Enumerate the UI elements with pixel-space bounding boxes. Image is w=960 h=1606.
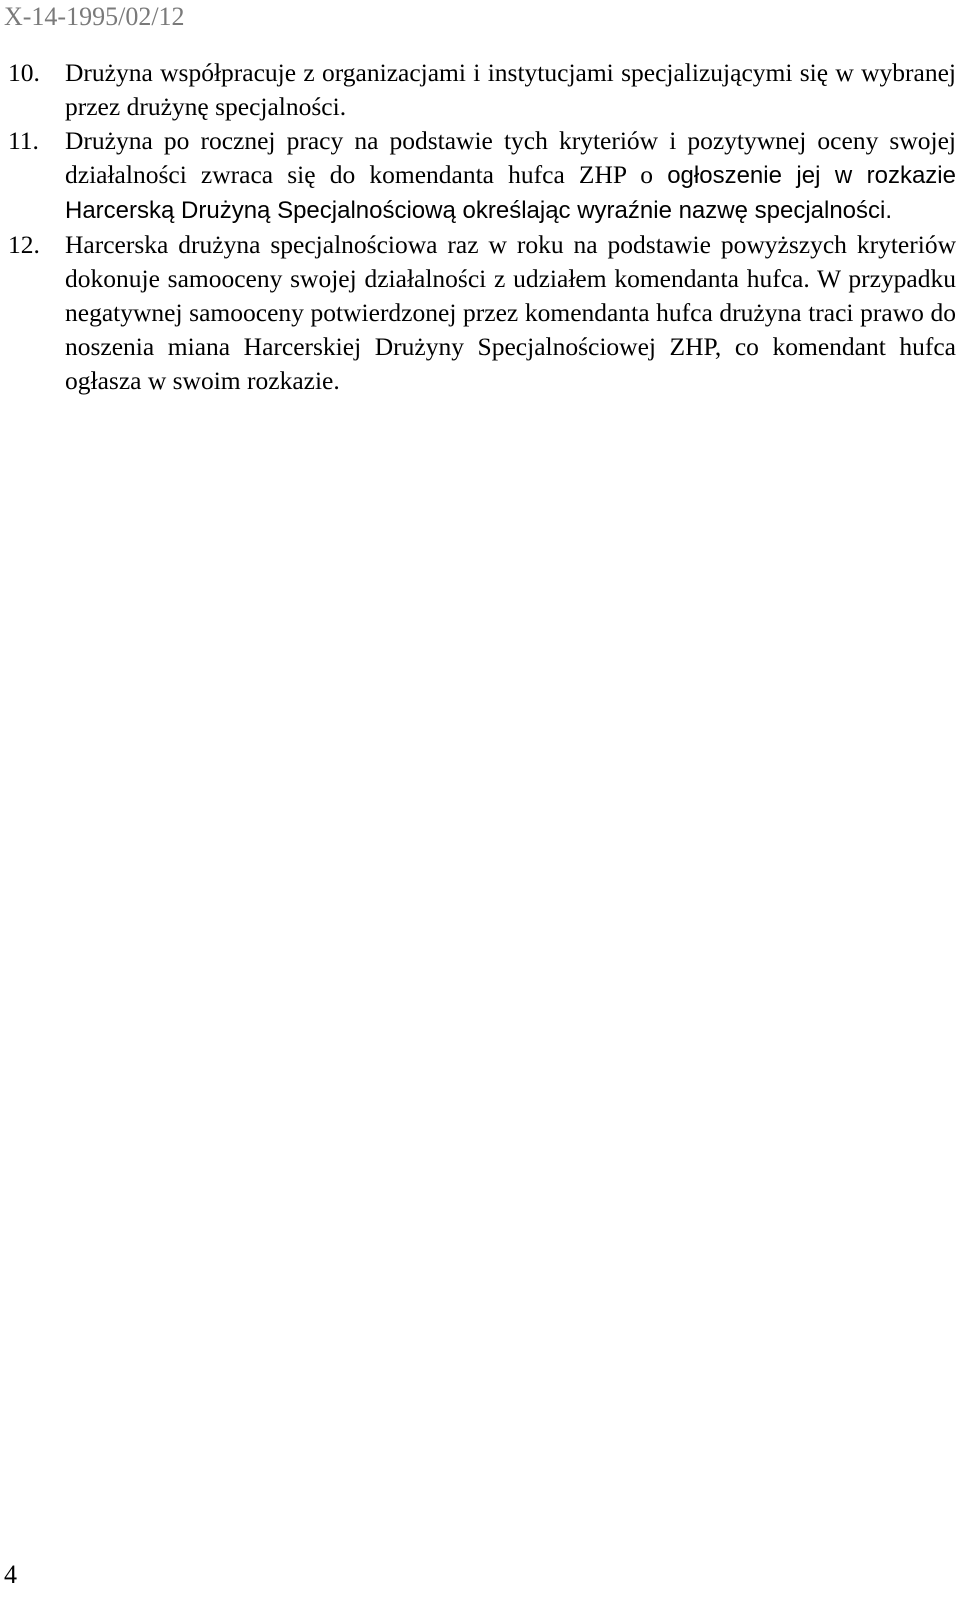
list-item-11 [8,124,956,228]
item-number: 12. [8,230,40,259]
document-code: X-14-1995/02/12 [4,2,185,31]
list-item-10 [8,56,956,124]
page-number: 4 [4,1560,17,1589]
item-text-sans: ogłoszenie jej w rozkazie Harcerską Drużyną Specjalnościową określając wyraźnie nazwę specjalności. [65,162,956,224]
list-item-12 [8,228,956,398]
item-number: 10. [8,58,40,87]
item-text: Harcerska drużyna specjalnościowa raz w roku na podstawie powyższych kryteriów dokonuje samooceny swojej działalności z udziałem komendanta hufca. W przypadku negatywnej samooceny potwierdzonej przez komendanta hufca drużyna traci prawo do noszenia miana Harcerskiej Drużyny Specjalnościowej ZHP, co komendant hufca ogłasza w swoim rozkazie. [65,230,956,395]
numbered-list [8,56,956,398]
item-text: Drużyna współpracuje z organizacjami i instytucjami specjalizującymi się w wybranej przez drużynę specjalności. [65,58,956,121]
item-number: 11. [8,126,39,155]
item-text [65,124,956,228]
item-text-serif: Drużyna po rocznej pracy na podstawie tych kryteriów i pozytywnej oceny swojej działalności zwraca się do komendanta hufca ZHP o [65,126,956,189]
